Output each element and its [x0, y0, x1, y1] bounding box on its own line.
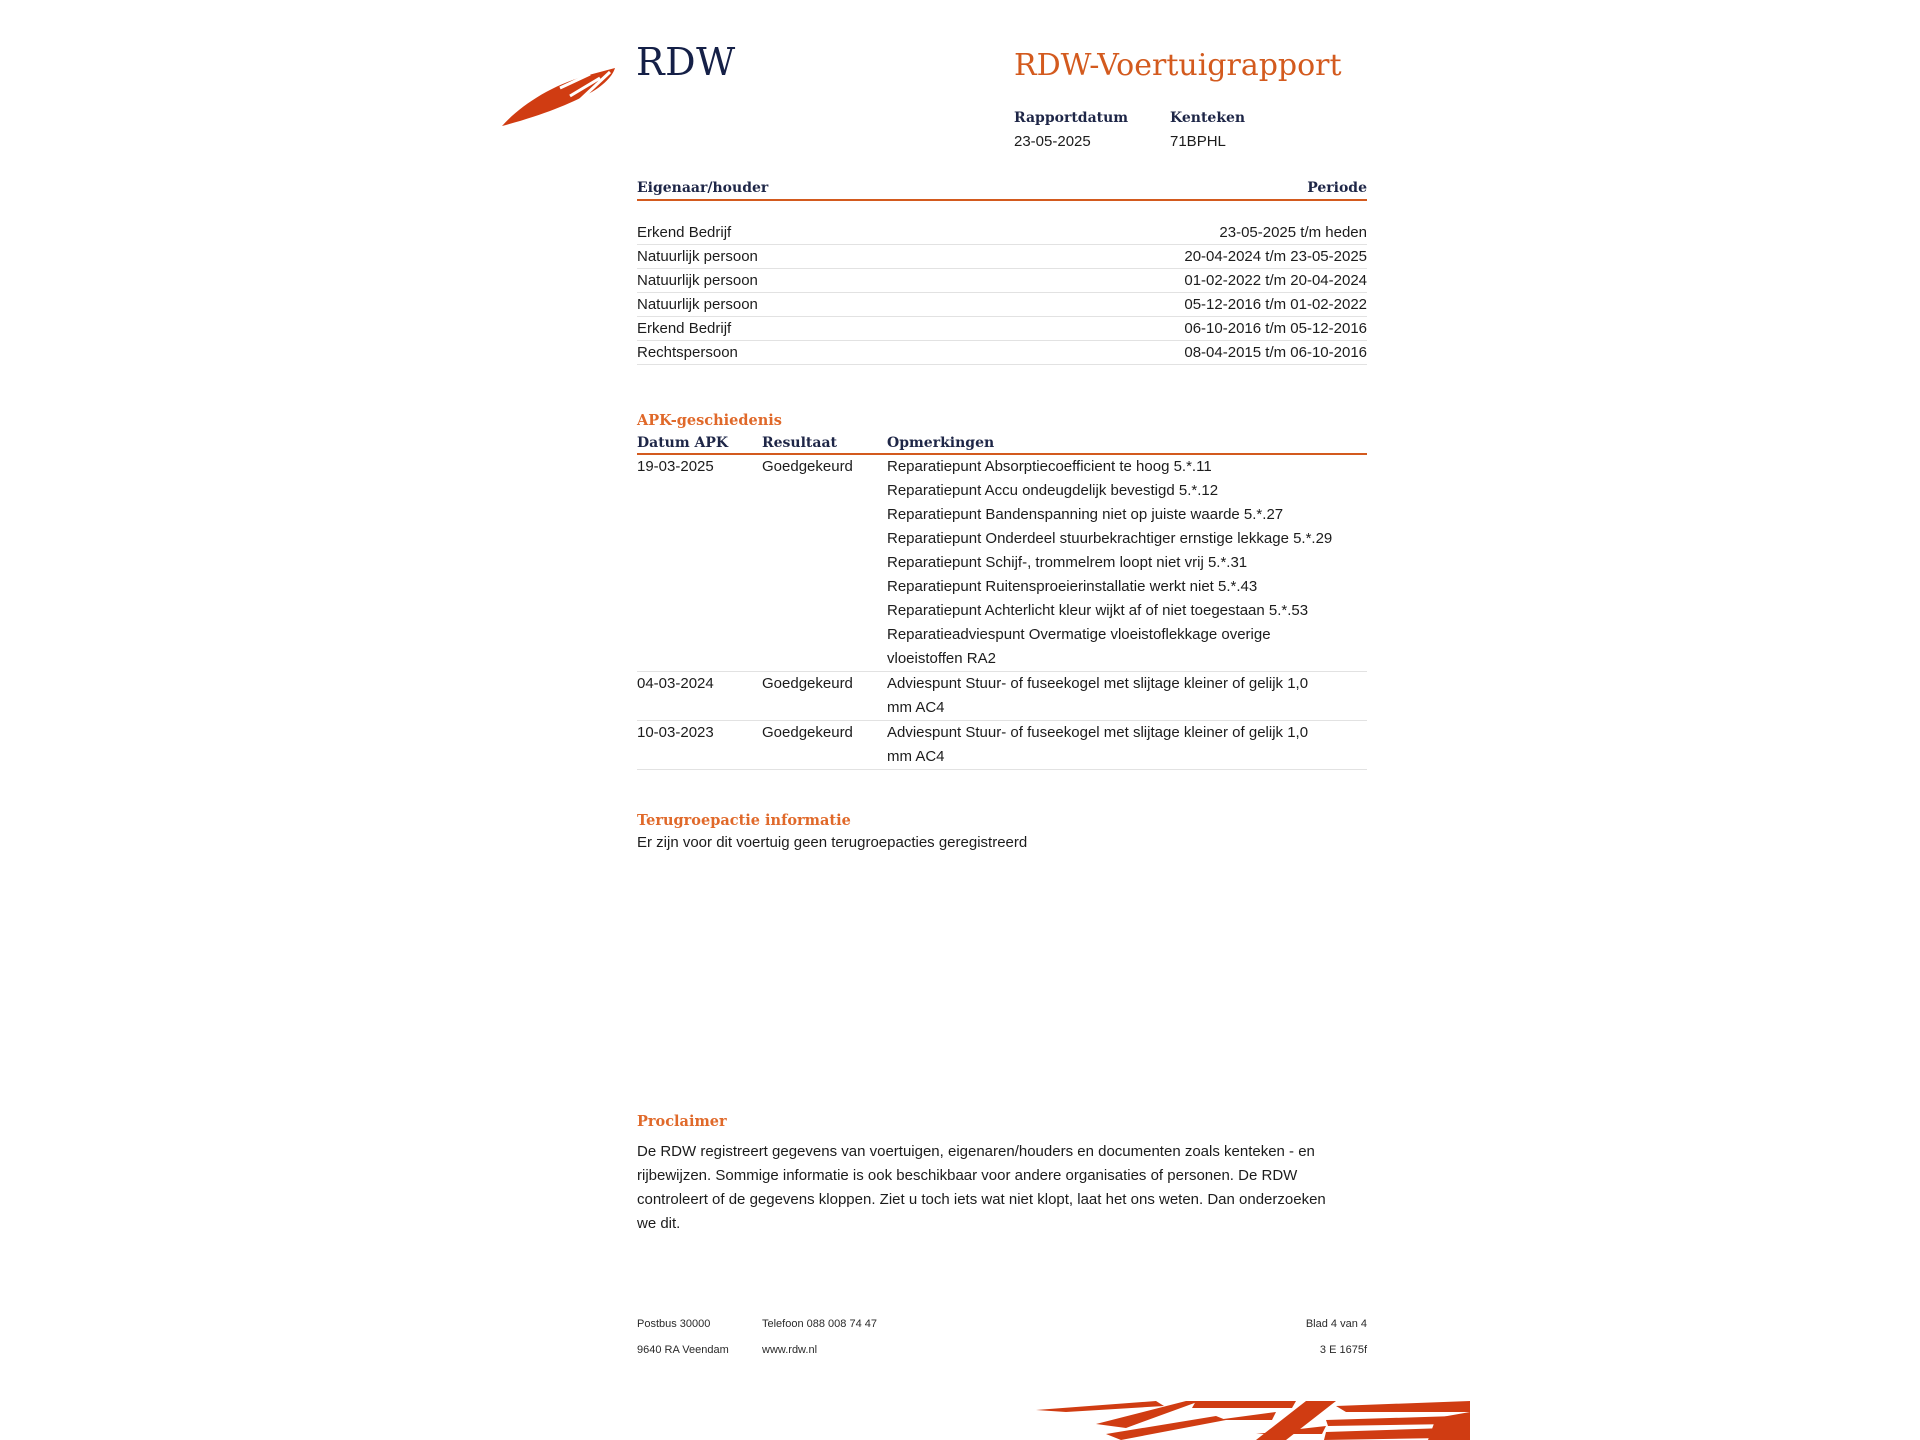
owner-period: 05-12-2016 t/m 01-02-2022 — [1184, 296, 1367, 313]
apk-row — [637, 455, 1367, 672]
owner-row — [637, 317, 1367, 341]
apk-date: 04-03-2024 — [637, 675, 714, 692]
proclaimer-line: we dit. — [637, 1215, 681, 1232]
apk-remarks-column-header: Opmerkingen — [887, 435, 995, 451]
period-column-header: Periode — [1307, 180, 1367, 196]
recall-section — [637, 812, 1367, 855]
plate-label: Kenteken — [1170, 110, 1246, 126]
report-date-block — [1014, 110, 1128, 150]
report-title: RDW-Voertuigrapport — [1014, 48, 1342, 83]
apk-remark-line: Reparatiepunt Accu ondeugdelijk bevestigd 5.*.12 — [887, 482, 1219, 499]
apk-title: APK-geschiedenis — [637, 412, 782, 429]
owner-type: Erkend Bedrijf — [637, 320, 732, 337]
apk-remark-line: Reparatiepunt Schijf-, trommelrem loopt niet vrij 5.*.31 — [887, 554, 1248, 571]
plate-value: 71BPHL — [1170, 133, 1226, 150]
footer-code: 3 E 1675f — [1319, 1344, 1367, 1356]
apk-remarks — [887, 455, 1367, 671]
owner-period: 20-04-2024 t/m 23-05-2025 — [1184, 248, 1367, 265]
apk-section — [637, 412, 1367, 770]
owner-type: Natuurlijk persoon — [637, 272, 758, 289]
logo-text: RDW — [636, 40, 736, 84]
apk-remark-line: Reparatieadviespunt Overmatige vloeistoflekkage overige — [887, 626, 1271, 643]
owner-period: 01-02-2022 t/m 20-04-2024 — [1184, 272, 1367, 289]
rdw-feather-logo-icon — [500, 66, 620, 128]
apk-remark-line: Reparatiepunt Absorptiecoefficient te hoog 5.*.11 — [887, 458, 1212, 475]
owner-column-header: Eigenaar/houder — [637, 180, 769, 196]
apk-remark-line: Adviespunt Stuur- of fuseekogel met slijtage kleiner of gelijk 1,0 — [887, 675, 1309, 692]
apk-list — [637, 455, 1367, 770]
apk-remark-line: mm AC4 — [887, 748, 945, 765]
owner-row — [637, 341, 1367, 365]
report-date-label: Rapportdatum — [1014, 110, 1129, 126]
owner-row — [637, 221, 1367, 245]
owner-type: Erkend Bedrijf — [637, 224, 732, 241]
owner-period: 23-05-2025 t/m heden — [1219, 224, 1367, 241]
footer-address-1: Postbus 30000 — [637, 1318, 711, 1330]
apk-date: 10-03-2023 — [637, 724, 714, 741]
apk-remark-line: vloeistoffen RA2 — [887, 650, 996, 667]
apk-remarks — [887, 672, 1367, 720]
owner-type: Natuurlijk persoon — [637, 296, 758, 313]
apk-remark-line: Reparatiepunt Onderdeel stuurbekrachtiger ernstige lekkage 5.*.29 — [887, 530, 1333, 547]
apk-remark-line: Reparatiepunt Achterlicht kleur wijkt af of niet toegestaan 5.*.53 — [887, 602, 1309, 619]
apk-row — [637, 672, 1367, 721]
owner-row — [637, 293, 1367, 317]
owner-type: Rechtspersoon — [637, 344, 738, 361]
orange-stripes-icon — [1036, 1398, 1470, 1440]
proclaimer-line: rijbewijzen. Sommige informatie is ook beschikbaar voor andere organisaties of personen. De RDW — [637, 1167, 1298, 1184]
apk-remark-line: Reparatiepunt Bandenspanning niet op juiste waarde 5.*.27 — [887, 506, 1284, 523]
proclaimer-title: Proclaimer — [637, 1113, 727, 1130]
proclaimer-section — [637, 1113, 1367, 1236]
apk-result: Goedgekeurd — [762, 458, 853, 475]
owners-header — [637, 180, 1367, 201]
apk-date-column-header: Datum APK — [637, 435, 729, 451]
footer-address-2: 9640 RA Veendam — [637, 1344, 729, 1356]
report-date-value: 23-05-2025 — [1014, 133, 1091, 150]
owner-row — [637, 245, 1367, 269]
owner-row — [637, 269, 1367, 293]
apk-header — [637, 435, 1367, 455]
owner-period: 08-04-2015 t/m 06-10-2016 — [1184, 344, 1367, 361]
plate-block — [1170, 110, 1245, 150]
proclaimer-line: controleert of de gegevens kloppen. Ziet u toch iets wat niet klopt, laat het ons weten. Dan onderzoeken — [637, 1191, 1326, 1208]
owners-section — [637, 180, 1367, 365]
footer-phone: Telefoon 088 008 74 47 — [762, 1318, 877, 1330]
proclaimer-text — [637, 1140, 1367, 1236]
apk-row — [637, 721, 1367, 770]
apk-remark-line: Adviespunt Stuur- of fuseekogel met slijtage kleiner of gelijk 1,0 — [887, 724, 1309, 741]
apk-result: Goedgekeurd — [762, 675, 853, 692]
apk-remark-line: Reparatiepunt Ruitensproeierinstallatie werkt niet 5.*.43 — [887, 578, 1258, 595]
apk-date: 19-03-2025 — [637, 458, 714, 475]
owner-period: 06-10-2016 t/m 05-12-2016 — [1184, 320, 1367, 337]
owner-type: Natuurlijk persoon — [637, 248, 758, 265]
proclaimer-line: De RDW registreert gegevens van voertuigen, eigenaren/houders en documenten zoals kenteken - en — [637, 1143, 1315, 1160]
recall-text: Er zijn voor dit voertuig geen terugroepacties geregistreerd — [637, 834, 1028, 851]
apk-remark-line: mm AC4 — [887, 699, 945, 716]
recall-title: Terugroepactie informatie — [637, 812, 851, 829]
footer-website[interactable]: www.rdw.nl — [762, 1344, 818, 1356]
owners-list — [637, 221, 1367, 365]
footer-page-number: Blad 4 van 4 — [1305, 1318, 1367, 1330]
apk-result: Goedgekeurd — [762, 724, 853, 741]
apk-result-column-header: Resultaat — [762, 435, 837, 451]
apk-remarks — [887, 721, 1367, 769]
